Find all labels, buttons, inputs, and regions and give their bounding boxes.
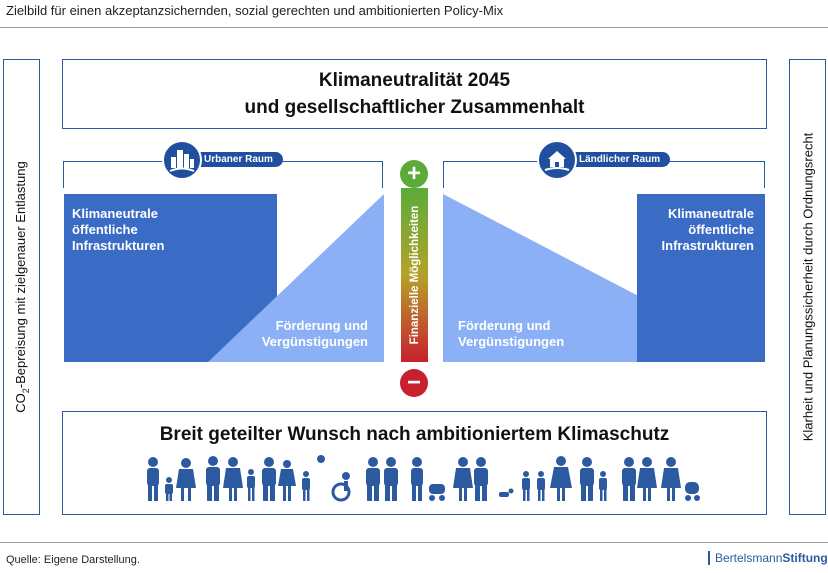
rural-region-pill: Ländlicher Raum	[545, 152, 670, 167]
urban-region-pill: Urbaner Raum	[170, 152, 283, 167]
urban-infra-label: Klimaneutrale öffentliche Infrastrukturen	[72, 206, 165, 253]
bottom-divider	[0, 542, 828, 543]
goal-line-1: Klimaneutralität 2045	[318, 70, 511, 91]
rural-support-label: Förderung und Vergünstigungen	[458, 318, 565, 349]
foundation-title: Breit geteilter Wunsch nach ambitioniertem Klimaschutz	[159, 424, 670, 445]
goal-line-2: und gesellschaftlicher Zusammenhalt	[244, 97, 585, 118]
right-pillar-label: Klarheit und Planungssicherheit durch Ordnungsrecht	[800, 132, 815, 442]
bertelsmann-logo: BertelsmannStiftung	[708, 551, 828, 565]
financial-bar	[401, 188, 428, 362]
rural-infra-label: Klimaneutrale öffentliche Infrastrukturen	[661, 206, 754, 253]
plus-icon: +	[400, 160, 428, 188]
source-note: Quelle: Eigene Darstellung.	[6, 554, 140, 566]
financial-label: Finanzielle Möglichkeiten	[408, 205, 421, 345]
people-group-icon	[141, 454, 701, 504]
urban-support-label: Förderung und Vergünstigungen	[261, 318, 368, 349]
minus-icon: −	[400, 369, 428, 397]
left-pillar-label: $CO_2$-Bepreisung mit zielgenauer Entlastung	[12, 161, 31, 413]
page-title: Zielbild für einen akzeptanzsichernden, sozial gerechten und ambitionierten Policy-Mix	[6, 3, 504, 18]
foundation-box	[62, 411, 767, 515]
